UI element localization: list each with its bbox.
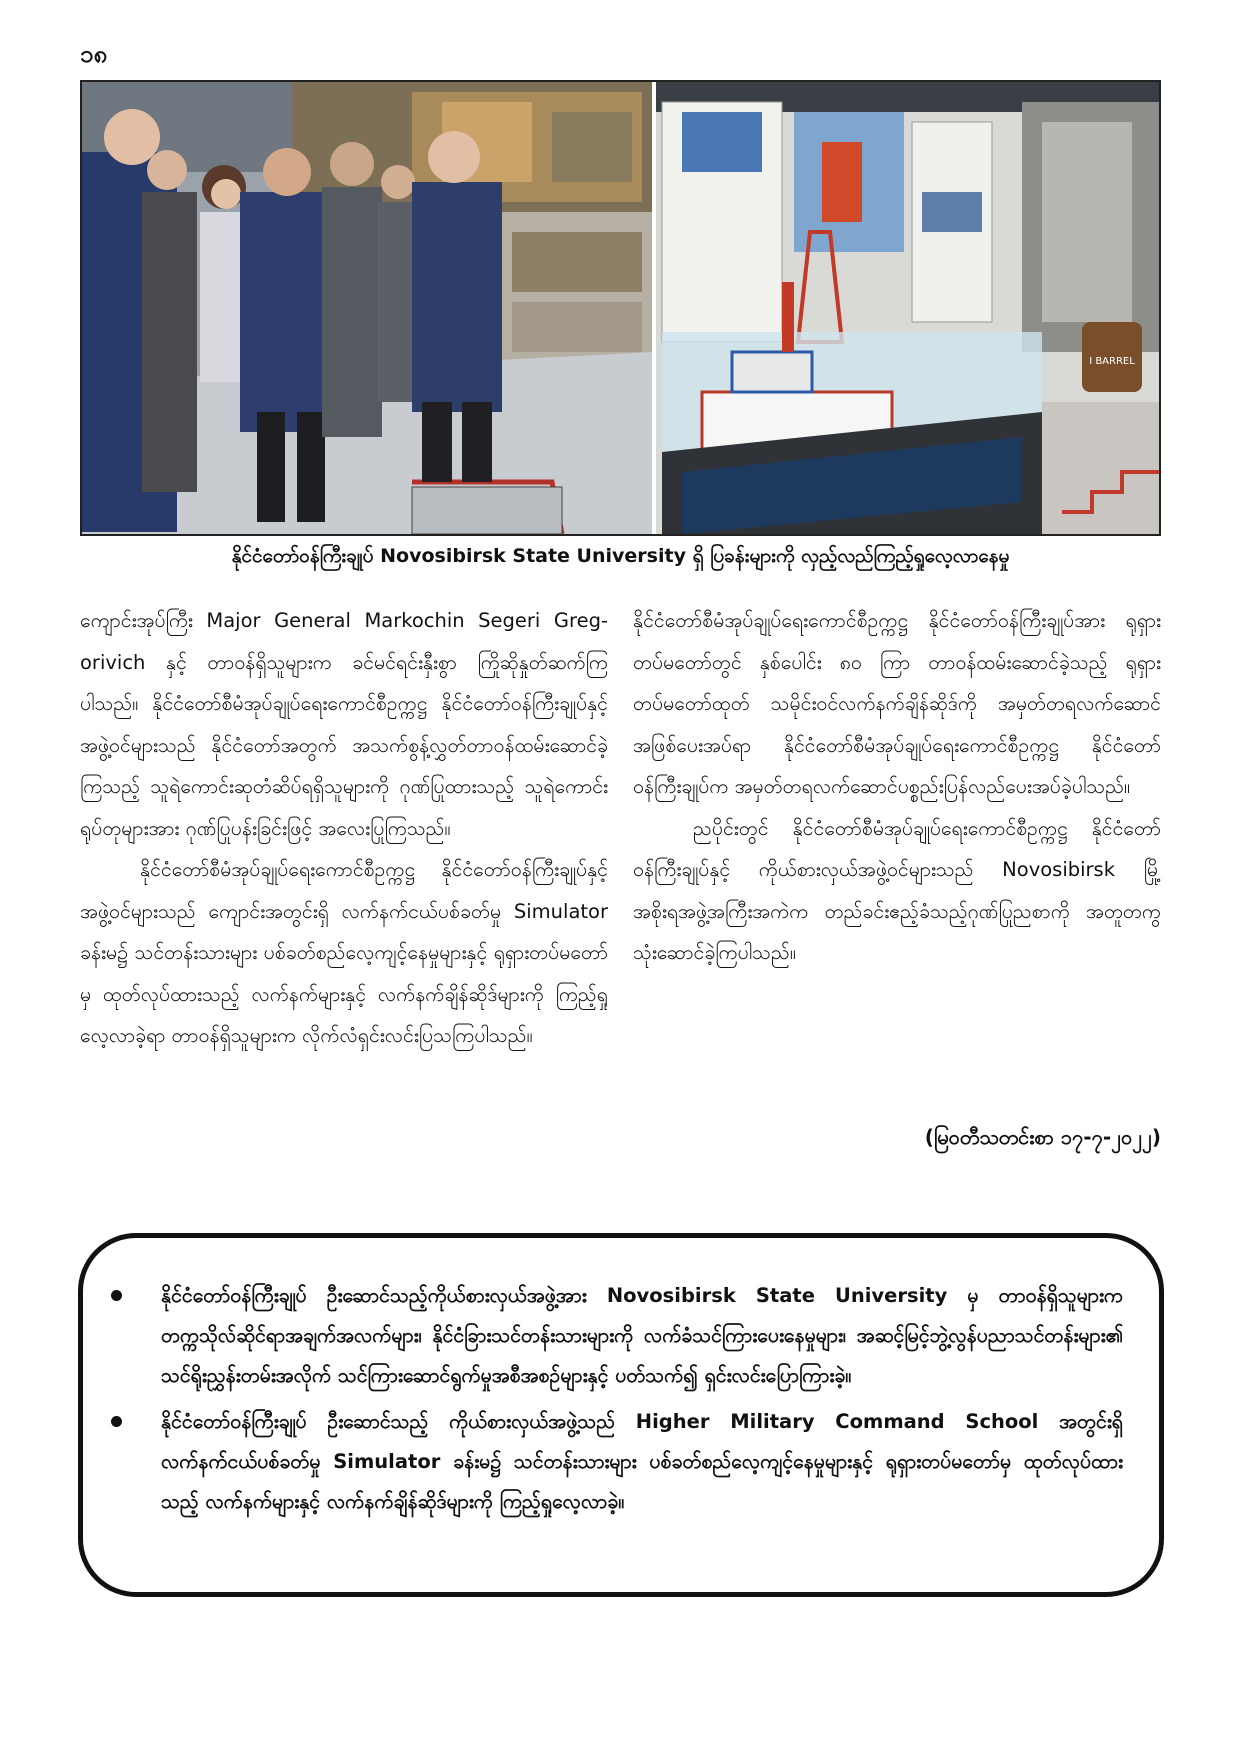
left-column — [80, 600, 608, 1057]
summary-item — [111, 1402, 1123, 1522]
bullet-icon — [111, 1416, 122, 1427]
paragraph: ကျောင်းအုပ်ကြီး Major General Markochin Segeri Greg-orivich နှင့် တာဝန်ရှိသူများက ခင်မင်ရင်းနှီးစွာ ကြိုဆိုနှုတ်ဆက်ကြပါသည်။ နိုင်ငံတော်စီမံအုပ်ချုပ်ရေးကောင်စီဥက္ကဋ္ဌ နိုင်ငံတော်ဝန်ကြီးချုပ်နှင့်အဖွဲ့ဝင်များသည် နိုင်ငံတော်အတွက် အသက်စွန့်လွှတ်တာဝန်ထမ်းဆောင်ခဲ့ကြသည့် သူရဲကောင်းဆုတံဆိပ်ရရှိသူများကို ဂုဏ်ပြုထားသည့် သူရဲကောင်းရုပ်တုများအား ဂုဏ်ပြုပန်းခြင်းဖြင့် အလေးပြုကြသည်။ — [80, 609, 608, 840]
photo-caption: နိုင်ငံတော်ဝန်ကြီးချုပ် Novosibirsk State University ရှိ ပြခန်းများကို လှည့်လည်ကြည့်ရှုလေ့လာနေမှု — [231, 545, 1010, 567]
summary-text: နိုင်ငံတော်ဝန်ကြီးချုပ် ဦးဆောင်သည့်ကိုယ်စားလှယ်အဖွဲ့အား Novosibirsk State University မှ တာဝန်ရှိသူများက တက္ကသိုလ်ဆိုင်ရာအချက်အလက်များ၊ နိုင်ငံခြားသင်တန်းသားများကို လက်ခံသင်ကြားပေးနေမှုများ၊ အဆင့်မြင့်ဘွဲ့လွန်ပညာသင်တန်းများ၏ သင်ရိုးညွှန်းတမ်းအလိုက် သင်ကြားဆောင်ရွက်မှုအစီအစဉ်များနှင့် ပတ်သက်၍ ရှင်းလင်းပြောကြားခဲ့။ — [161, 1284, 1123, 1387]
photo-delegation-touring-museum — [82, 82, 652, 534]
summary-box — [78, 1233, 1164, 1597]
page-number: ၁၈ — [80, 40, 108, 68]
bullet-icon — [111, 1290, 122, 1301]
paragraph: နိုင်ငံတော်စီမံအုပ်ချုပ်ရေးကောင်စီဥက္ကဋ္ဌ နိုင်ငံတော်ဝန်ကြီးချုပ်နှင့်အဖွဲ့ဝင်များသည် ကျောင်းအတွင်းရှိ လက်နက်ငယ်ပစ်ခတ်မှု Simulator ခန်းမ၌ သင်တန်းသားများ ပစ်ခတ်စည်လေ့ကျင့်နေမှုများနှင့် ရုရှားတပ်မတော်မှ ထုတ်လုပ်ထားသည့် လက်နက်များနှင့် လက်နက်ချိန်ဆိုဒ်များကို ကြည့်ရှုလေ့လာခဲ့ရာ တာဝန်ရှိသူများက လိုက်လံရှင်းလင်းပြသကြပါသည်။ — [80, 858, 608, 1047]
paragraph: ညပိုင်းတွင် နိုင်ငံတော်စီမံအုပ်ချုပ်ရေးကောင်စီဥက္ကဋ္ဌ နိုင်ငံတော်ဝန်ကြီးချုပ်နှင့် ကိုယ်စားလှယ်အဖွဲ့ဝင်များသည် Novosibirsk မြို့ အစိုးရအဖွဲ့အကြီးအကဲက တည်ခင်းဧည့်ခံသည့်ဂုဏ်ပြုညစာကို အတူတကွသုံးဆောင်ခဲ့ကြပါသည်။ — [633, 816, 1161, 964]
photo-oil-platform-model-exhibit — [656, 82, 1159, 534]
paragraph: နိုင်ငံတော်စီမံအုပ်ချုပ်ရေးကောင်စီဥက္ကဋ္ဌ နိုင်ငံတော်ဝန်ကြီးချုပ်အား ရုရှားတပ်မတော်တွင် နှစ်ပေါင်း ၈၀ ကြာ တာဝန်ထမ်းဆောင်ခဲ့သည့် ရုရှားတပ်မတော်ထုတ် သမိုင်းဝင်လက်နက်ချိန်ဆိုဒ်ကို အမှတ်တရလက်ဆောင်အဖြစ်ပေးအပ်ရာ နိုင်ငံတော်စီမံအုပ်ချုပ်ရေးကောင်စီဥက္ကဋ္ဌ နိုင်ငံတော်ဝန်ကြီးချုပ်က အမှတ်တရလက်ဆောင်ပစ္စည်းပြန်လည်ပေးအပ်ခဲ့ပါသည်။ — [633, 609, 1161, 798]
summary-text: နိုင်ငံတော်ဝန်ကြီးချုပ် ဦးဆောင်သည့် ကိုယ်စားလှယ်အဖွဲ့သည် Higher Military Command School အတွင်းရှိ လက်နက်ငယ်ပစ်ခတ်မှု Simulator ခန်းမ၌ သင်တန်းသားများ ပစ်ခတ်စည်လေ့ကျင့်နေမှုများနှင့် ရုရှားတပ်မတော်မှ ထုတ်လုပ်ထားသည့် လက်နက်များနှင့် လက်နက်ချိန်ဆိုဒ်များကို ကြည့်ရှုလေ့လာခဲ့။ — [161, 1410, 1123, 1513]
article-columns — [80, 600, 1161, 1175]
news-source: (မြဝတီသတင်းစာ ၁၇-၇-၂၀၂၂) — [924, 1125, 1161, 1149]
barrel-label: I BARREL — [1089, 356, 1135, 367]
photo-collage — [80, 80, 1161, 536]
right-column — [633, 600, 1161, 974]
summary-item — [111, 1276, 1123, 1396]
summary-list — [111, 1276, 1123, 1522]
